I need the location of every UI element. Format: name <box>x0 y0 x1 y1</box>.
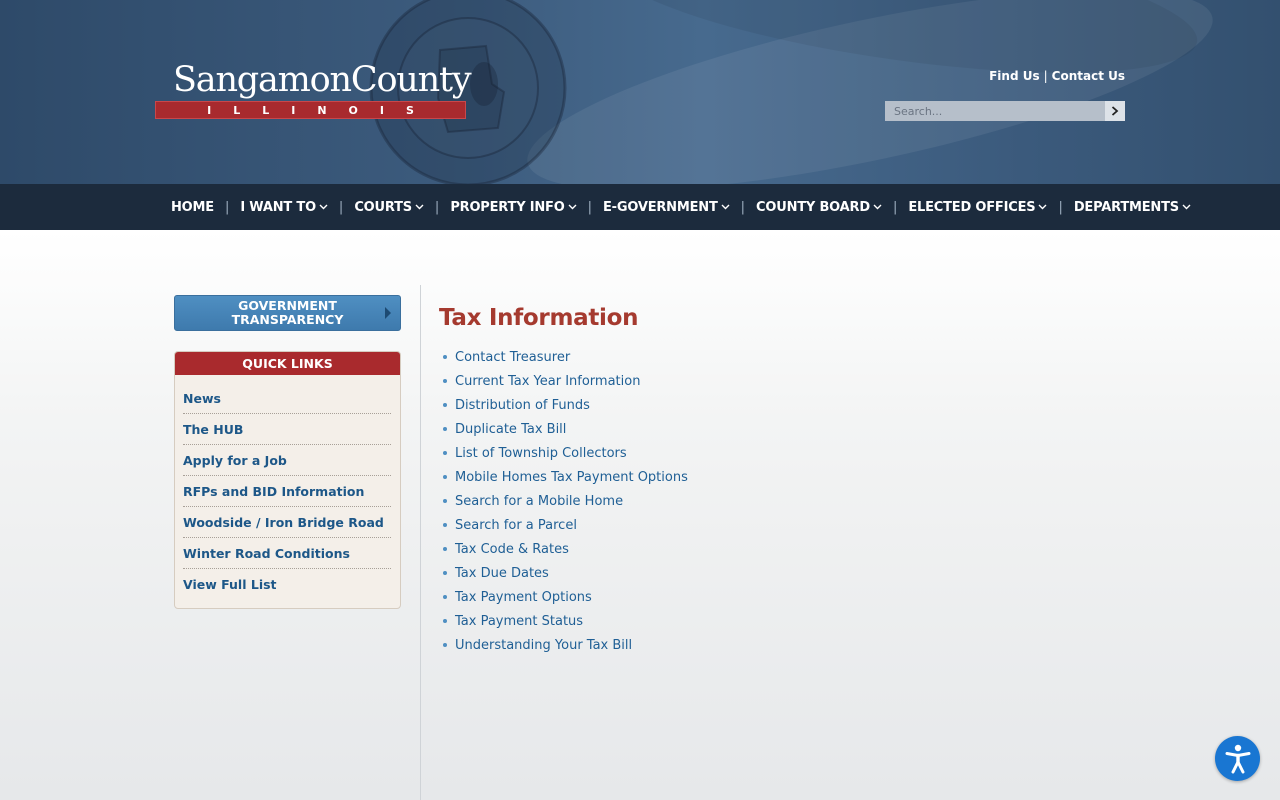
list-item <box>183 414 391 445</box>
link-mobile-homes-payment[interactable]: Mobile Homes Tax Payment Options <box>455 469 688 485</box>
nav-item-i-want-to <box>240 200 354 215</box>
find-us-link[interactable]: Find Us <box>989 69 1040 83</box>
nav-item-departments <box>1074 200 1191 215</box>
link-township-collectors[interactable]: List of Township Collectors <box>455 445 627 461</box>
site-header <box>0 0 1280 184</box>
bullet-icon <box>443 499 447 503</box>
nav-separator: | <box>587 199 592 215</box>
nav-item-home <box>171 200 240 215</box>
government-transparency-button[interactable] <box>174 295 401 331</box>
nav-separator: | <box>434 199 440 215</box>
link-search-parcel[interactable]: Search for a Parcel <box>455 517 577 533</box>
bullet-icon <box>443 619 447 623</box>
chevron-down-icon <box>319 204 328 210</box>
list-item <box>440 465 688 489</box>
list-item <box>183 476 391 507</box>
nav-label: ELECTED OFFICES <box>908 199 1036 215</box>
bullet-icon <box>443 427 447 431</box>
nav-link-e-government[interactable] <box>603 200 730 215</box>
nav-link-i-want-to[interactable] <box>240 200 328 215</box>
utility-separator: | <box>1043 69 1048 83</box>
bullet-icon <box>443 571 447 575</box>
chevron-down-icon <box>1182 204 1191 210</box>
content-divider <box>420 285 421 800</box>
list-item <box>440 417 688 441</box>
nav-separator: | <box>740 199 746 215</box>
bullet-icon <box>443 523 447 527</box>
bullet-icon <box>443 403 447 407</box>
chevron-down-icon <box>568 204 577 210</box>
bullet-icon <box>443 475 447 479</box>
list-item <box>183 569 391 600</box>
nav-item-courts <box>354 200 450 215</box>
nav-label: DEPARTMENTS <box>1073 199 1179 215</box>
list-item <box>440 393 688 417</box>
bullet-icon <box>443 547 447 551</box>
nav-label: COURTS <box>354 199 412 215</box>
quick-link-news[interactable]: News <box>183 390 221 406</box>
bullet-icon <box>443 355 447 359</box>
nav-item-elected-offices <box>908 200 1073 215</box>
link-contact-treasurer[interactable]: Contact Treasurer <box>455 349 571 365</box>
chevron-down-icon <box>415 204 424 210</box>
nav-label: I WANT TO <box>240 199 316 215</box>
triangle-right-icon <box>385 307 391 319</box>
nav-link-departments[interactable] <box>1074 200 1191 215</box>
nav-label: HOME <box>171 199 214 215</box>
list-item <box>440 369 688 393</box>
accessibility-button[interactable] <box>1215 736 1260 781</box>
tax-information-links <box>440 345 688 657</box>
link-distribution-of-funds[interactable]: Distribution of Funds <box>455 397 590 413</box>
chevron-down-icon <box>1038 204 1047 210</box>
list-item <box>440 633 688 657</box>
list-item <box>440 561 688 585</box>
nav-separator: | <box>892 199 898 215</box>
main-navigation <box>0 184 1280 230</box>
nav-separator: | <box>1058 199 1063 215</box>
list-item <box>440 513 688 537</box>
logo-wordmark: SangamonCounty <box>173 60 471 100</box>
link-understanding-tax-bill[interactable]: Understanding Your Tax Bill <box>455 637 633 653</box>
list-item <box>440 537 688 561</box>
chevron-right-icon <box>1111 106 1119 116</box>
quick-link-apply-for-job[interactable]: Apply for a Job <box>183 452 287 468</box>
search-input[interactable] <box>885 101 1105 121</box>
quick-link-rfps-bid[interactable]: RFPs and BID Information <box>183 483 365 499</box>
nav-link-property-info[interactable] <box>450 200 576 215</box>
nav-label: E-GOVERNMENT <box>602 199 718 215</box>
search-submit-button[interactable] <box>1105 101 1125 121</box>
quick-links-title: QUICK LINKS <box>175 352 400 375</box>
quick-link-woodside-iron-bridge[interactable]: Woodside / Iron Bridge Road <box>183 514 384 530</box>
logo-state-text: ILLINOIS <box>207 104 436 117</box>
gov-button-line1: GOVERNMENT <box>238 298 337 313</box>
nav-link-elected-offices[interactable] <box>908 200 1047 215</box>
list-item <box>440 441 688 465</box>
nav-label: COUNTY BOARD <box>756 199 870 215</box>
quick-links-list <box>175 375 400 600</box>
link-search-mobile-home[interactable]: Search for a Mobile Home <box>455 493 624 509</box>
bullet-icon <box>443 379 447 383</box>
quick-link-winter-road[interactable]: Winter Road Conditions <box>183 545 350 561</box>
bullet-icon <box>443 595 447 599</box>
nav-link-county-board[interactable] <box>756 200 882 215</box>
logo-state-banner <box>155 101 466 119</box>
gov-button-line2: TRANSPARENCY <box>231 312 344 327</box>
nav-separator: | <box>338 199 344 215</box>
list-item <box>440 489 688 513</box>
chevron-down-icon <box>873 204 882 210</box>
list-item <box>440 345 688 369</box>
accessibility-person-icon <box>1223 743 1253 775</box>
chevron-down-icon <box>721 204 730 210</box>
bullet-icon <box>443 451 447 455</box>
nav-label: PROPERTY INFO <box>450 199 565 215</box>
sangamon-county-logo[interactable] <box>155 60 471 122</box>
quick-link-view-full-list[interactable]: View Full List <box>183 577 277 592</box>
bullet-icon <box>443 643 447 647</box>
link-duplicate-tax-bill[interactable]: Duplicate Tax Bill <box>455 421 567 437</box>
link-tax-code-rates[interactable]: Tax Code & Rates <box>455 541 569 557</box>
utility-links <box>989 69 1125 83</box>
quick-links-panel <box>174 351 401 609</box>
list-item <box>183 538 391 569</box>
contact-us-link[interactable]: Contact Us <box>1051 69 1125 83</box>
nav-link-home[interactable] <box>171 200 214 215</box>
site-search <box>885 101 1125 121</box>
link-tax-payment-options[interactable]: Tax Payment Options <box>455 589 592 605</box>
nav-item-property-info <box>450 200 603 215</box>
list-item <box>183 383 391 414</box>
nav-link-courts[interactable] <box>354 200 424 215</box>
page-title: Tax Information <box>439 305 639 331</box>
link-current-tax-year[interactable]: Current Tax Year Information <box>455 373 641 389</box>
link-tax-payment-status[interactable]: Tax Payment Status <box>455 613 584 629</box>
list-item <box>440 609 688 633</box>
list-item <box>440 585 688 609</box>
nav-item-e-government <box>603 200 756 215</box>
link-tax-due-dates[interactable]: Tax Due Dates <box>455 565 549 581</box>
nav-item-county-board <box>756 200 908 215</box>
quick-link-the-hub[interactable]: The HUB <box>183 421 244 437</box>
list-item <box>183 507 391 538</box>
nav-separator: | <box>224 199 230 215</box>
list-item <box>183 445 391 476</box>
